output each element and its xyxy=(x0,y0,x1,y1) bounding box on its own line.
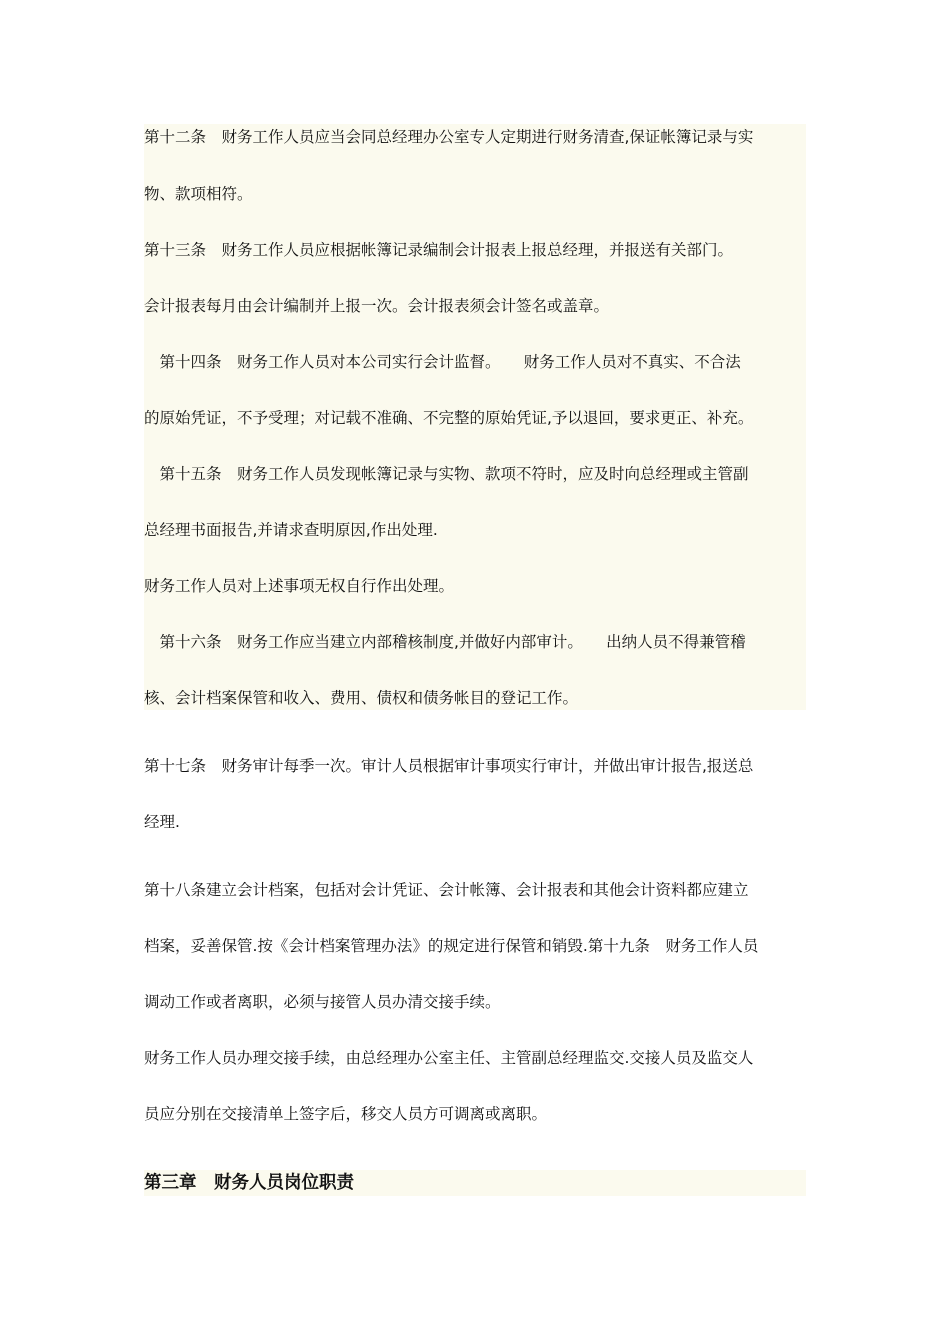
article-16-line-1: 第十六条 财务工作应当建立内部稽核制度,并做好内部审计。 出纳人员不得兼管稽 xyxy=(144,633,746,651)
article-14-line-2: 的原始凭证，不予受理；对记载不准确、不完整的原始凭证,予以退回，要求更正、补充。 xyxy=(144,409,754,427)
article-17-line-2: 经理. xyxy=(144,813,180,831)
article-12-line-2: 物、款项相符。 xyxy=(144,185,253,203)
article-15-line-2: 总经理书面报告,并请求查明原因,作出处理. xyxy=(144,521,438,539)
article-18-line-1: 第十八条建立会计档案，包括对会计凭证、会计帐簿、会计报表和其他会计资料都应建立 xyxy=(144,881,749,899)
chapter-heading: 第三章 财务人员岗位职责 xyxy=(144,1173,354,1193)
article-17-line-1: 第十七条 财务审计每季一次。审计人员根据审计事项实行审计，并做出审计报告,报送总 xyxy=(144,757,754,775)
article-15-line-3: 财务工作人员对上述事项无权自行作出处理。 xyxy=(144,577,455,595)
article-19-line-2: 财务工作人员办理交接手续，由总经理办公室主任、主管副总经理监交.交接人员及监交人 xyxy=(144,1049,754,1067)
article-19-line-3: 员应分别在交接清单上签字后，移交人员方可调离或离职。 xyxy=(144,1105,548,1123)
article-12-line-1: 第十二条 财务工作人员应当会同总经理办公室专人定期进行财务清查,保证帐簿记录与实 xyxy=(144,128,754,146)
article-18-line-2: 档案，妥善保管.按《会计档案管理办法》的规定进行保管和销毁.第十九条 财务工作人员 xyxy=(144,937,759,955)
article-14-line-1: 第十四条 财务工作人员对本公司实行会计监督。 财务工作人员对不真实、不合法 xyxy=(144,353,741,371)
article-15-line-1: 第十五条 财务工作人员发现帐簿记录与实物、款项不符时，应及时向总经理或主管副 xyxy=(144,465,749,483)
article-13-line-2: 会计报表每月由会计编制并上报一次。会计报表须会计签名或盖章。 xyxy=(144,297,610,315)
article-16-line-2: 核、会计档案保管和收入、费用、债权和债务帐目的登记工作。 xyxy=(144,689,579,707)
article-13-line-1: 第十三条 财务工作人员应根据帐簿记录编制会计报表上报总经理，并报送有关部门。 xyxy=(144,241,734,259)
article-19-line-1: 调动工作或者离职，必须与接管人员办清交接手续。 xyxy=(144,993,501,1011)
